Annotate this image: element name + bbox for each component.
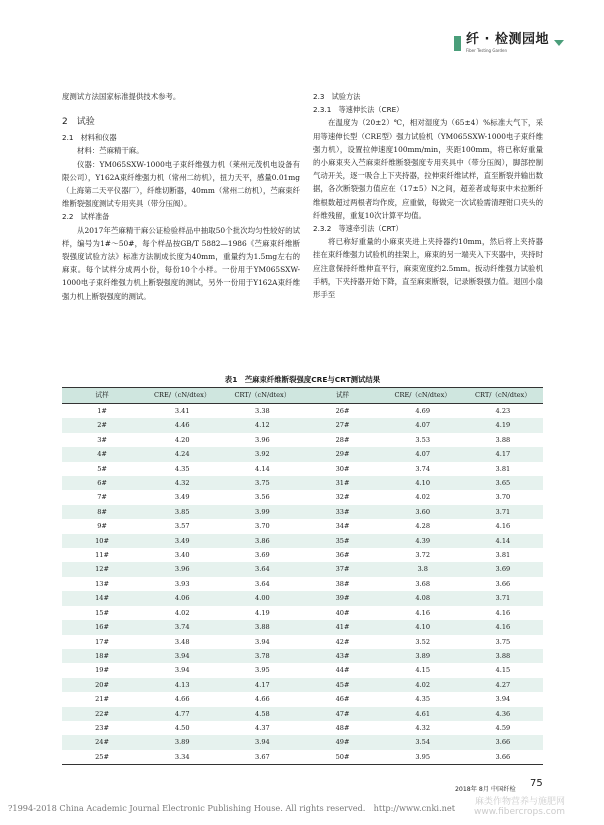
cell-cre: 3.94 <box>174 651 190 660</box>
cell-crt: 4.00 <box>255 594 270 603</box>
table-body <box>62 404 543 765</box>
table-row <box>62 678 543 692</box>
header-crt: CRT/（cN/dtex） <box>222 388 302 404</box>
cell-cre: 4.15 <box>415 666 431 675</box>
cell-cre: 3.95 <box>383 750 463 765</box>
cell-crt: 3.56 <box>255 493 270 502</box>
cell-cre: 3.48 <box>174 637 190 646</box>
cell-crt: 3.95 <box>255 666 270 675</box>
cell-crt: 4.17 <box>255 680 270 689</box>
cell-sample: 50# <box>302 750 382 765</box>
cell-cre: 4.06 <box>174 594 190 603</box>
cre-method-paragraph: 在温度为（20±2）℃，相对湿度为（65±4）%标准大气下，采用等速伸长型（CRE型）强力试验机（YM065SXW-1000电子束纤维强力机），设置拉伸速度100mm/min，夹距100mm，将已称好重量的小麻束夹入苎麻束纤维断裂强度专用夹具中（带分压阀），脚部控制气动开关，逐一吸合上下夹持器，拉伸束纤维试样，直至断裂并输出数据，各次断裂强力值应在（17±5）N之间，超差者或每束中未拉断纤维根数超过两根者均作废，应重做，每做完一次试验需清理钳口夹头的纤维残留，重复10次计算平均值。 <box>313 118 543 220</box>
header-bar-icon <box>454 36 461 51</box>
cell-cre: 4.39 <box>415 536 431 545</box>
cell-cre: 3.89 <box>415 651 431 660</box>
cell-crt: 3.75 <box>495 637 511 646</box>
cell-sample: 38# <box>335 579 350 588</box>
cell-cre: 4.10 <box>415 623 431 632</box>
results-table <box>62 387 543 765</box>
table-row <box>62 548 543 562</box>
table-row <box>62 750 543 765</box>
table-caption: 表1 苎麻束纤维断裂强度CRE与CRT测试结果 <box>224 375 381 384</box>
cell-crt: 4.36 <box>495 709 511 718</box>
material-paragraph: 材料：苎麻精干麻。 <box>77 146 144 156</box>
cell-crt: 3.81 <box>495 464 511 473</box>
cell-sample: 47# <box>335 709 350 718</box>
cell-sample: 20# <box>95 680 110 689</box>
cell-cre: 4.32 <box>415 723 431 732</box>
cell-crt: 3.94 <box>255 738 270 747</box>
table-row <box>62 663 543 677</box>
cell-sample: 11# <box>95 551 110 560</box>
header-sample: 试样 <box>302 388 382 404</box>
cell-sample: 21# <box>95 695 110 704</box>
cell-crt: 4.12 <box>255 421 270 430</box>
cell-crt: 3.65 <box>495 479 511 488</box>
cell-sample: 3# <box>97 435 107 444</box>
table-row <box>62 692 543 706</box>
header-sample: 试样 <box>62 388 142 404</box>
cell-crt: 3.99 <box>255 507 270 516</box>
cell-crt: 4.16 <box>495 608 511 617</box>
section-heading-2: 2 试验 <box>62 117 95 128</box>
cell-sample: 29# <box>335 450 350 459</box>
cell-crt: 4.16 <box>495 623 511 632</box>
cell-crt: 3.86 <box>255 536 270 545</box>
cell-sample: 4# <box>97 450 107 459</box>
cell-crt: 4.14 <box>495 536 511 545</box>
cell-cre: 4.32 <box>174 479 190 488</box>
cell-cre: 3.85 <box>174 507 190 516</box>
right-column <box>313 90 543 301</box>
cell-crt: 3.64 <box>255 579 270 588</box>
header-cre: CRE/（cN/dtex） <box>142 388 222 404</box>
cell-cre: 3.60 <box>415 507 431 516</box>
cell-cre: 3.74 <box>174 623 190 632</box>
cell-crt: 3.69 <box>495 565 511 574</box>
subsection-2-3-1: 2.3.1 等速伸长法（CRE） <box>313 105 404 115</box>
cell-sample: 25# <box>62 750 142 765</box>
cell-cre: 3.68 <box>415 579 431 588</box>
table-row <box>62 418 543 432</box>
cell-cre: 3.49 <box>174 536 190 545</box>
cell-sample: 27# <box>335 421 350 430</box>
table-row <box>62 476 543 490</box>
cell-cre: 3.52 <box>415 637 431 646</box>
cell-cre: 4.02 <box>415 493 431 502</box>
cell-cre: 3.74 <box>415 464 431 473</box>
cell-crt: 4.59 <box>495 723 511 732</box>
cell-cre: 4.08 <box>415 594 431 603</box>
header-triangle-icon <box>554 40 564 46</box>
cell-cre: 3.34 <box>142 750 222 765</box>
cell-cre: 3.94 <box>174 666 190 675</box>
table-row <box>62 735 543 749</box>
header-text <box>466 32 549 54</box>
cell-sample: 6# <box>97 479 107 488</box>
subsection-2-2: 2.2 试样准备 <box>62 212 110 222</box>
subsection-2-3-2: 2.3.2 等速牵引法（CRT） <box>313 224 403 234</box>
watermark-line-1: 麻类作物营养与施肥网 <box>474 797 565 807</box>
table-row <box>62 447 543 461</box>
cell-sample: 40# <box>335 608 350 617</box>
cell-crt: 4.15 <box>495 666 511 675</box>
cell-crt: 3.88 <box>255 623 270 632</box>
cell-sample: 31# <box>335 479 350 488</box>
table-row <box>62 505 543 519</box>
cell-cre: 3.54 <box>415 738 431 747</box>
cell-sample: 48# <box>335 723 350 732</box>
cell-crt: 4.19 <box>255 608 270 617</box>
copyright-notice: ?1994-2018 China Academic Journal Electronic Publishing House. All rights reserved. http://www.cnki.net <box>8 803 456 813</box>
cell-cre: 3.49 <box>174 493 190 502</box>
table-row <box>62 433 543 447</box>
watermark-line-2: www.fibercrops.com <box>474 807 565 817</box>
cell-sample: 9# <box>97 522 107 531</box>
watermark <box>474 797 565 817</box>
table-row <box>62 462 543 476</box>
cell-cre: 3.40 <box>174 551 190 560</box>
cell-cre: 3.96 <box>174 565 190 574</box>
cell-sample: 26# <box>335 407 350 415</box>
cell-crt: 3.71 <box>495 594 511 603</box>
cell-sample: 22# <box>95 709 110 718</box>
cell-cre: 3.41 <box>174 407 190 415</box>
crt-method-paragraph: 将已称好重量的小麻束夹进上夹持器约10mm，然后将上夹持器挂在束纤维强力试验机的挂架上，麻束的另一端夹入下夹器中，夹持时应注意保持纤维伸直平行，麻束宽度约2.5mm。扳动纤维强力试验机手柄，下夹持器开始下降，直至麻束断裂，记录断裂强力值。退回小扇形手至 <box>313 237 543 300</box>
instrument-paragraph: 仪器：YM065SXW-1000电子束纤维强力机（莱州元茂机电设备有限公司），Y162A束纤维强力机（常州二纺机），扭力天平，感量0.01mg（上海第二天平仪器厂），纤维切断器，40mm（常州二纺机），苎麻束纤维断裂强度测试专用夹具（带分压阀）。 <box>62 159 300 209</box>
subsection-2-3: 2.3 试验方法 <box>313 92 361 101</box>
table-row <box>62 707 543 721</box>
cell-cre: 4.10 <box>415 479 431 488</box>
cell-cre: 4.46 <box>174 421 190 430</box>
cell-sample: 28# <box>335 435 350 444</box>
issue-info: 2018年 8月 中国纤检 <box>455 786 516 793</box>
cell-crt: 4.19 <box>495 421 511 430</box>
cell-crt: 4.66 <box>255 695 270 704</box>
table-row <box>62 519 543 533</box>
cell-sample: 7# <box>97 493 107 502</box>
cell-cre: 4.28 <box>415 522 431 531</box>
results-table-container <box>62 387 543 765</box>
cell-sample: 17# <box>95 637 110 646</box>
cell-crt: 4.16 <box>495 522 511 531</box>
table-row <box>62 577 543 591</box>
left-column <box>62 90 300 303</box>
cell-cre: 4.07 <box>415 421 431 430</box>
cell-crt: 3.70 <box>495 493 511 502</box>
cell-crt: 3.67 <box>222 750 302 765</box>
cell-sample: 16# <box>95 623 110 632</box>
cell-sample: 15# <box>95 608 110 617</box>
cell-sample: 19# <box>95 666 110 675</box>
cell-cre: 4.02 <box>174 608 190 617</box>
cell-sample: 10# <box>95 536 110 545</box>
table-row <box>62 534 543 548</box>
column-header-logo <box>454 32 564 60</box>
cell-crt: 3.88 <box>495 435 511 444</box>
header-subtitle: Fiber Testing Garden <box>466 48 508 53</box>
cell-sample: 14# <box>95 594 110 603</box>
cell-crt: 3.71 <box>495 507 511 516</box>
cell-sample: 18# <box>95 651 110 660</box>
cell-crt: 3.94 <box>495 695 511 704</box>
cell-crt: 3.66 <box>463 750 543 765</box>
cell-crt: 3.96 <box>255 435 270 444</box>
cell-cre: 4.69 <box>415 407 431 415</box>
cell-cre: 3.8 <box>417 565 428 574</box>
cell-sample: 37# <box>335 565 350 574</box>
cell-cre: 4.77 <box>174 709 190 718</box>
cell-sample: 2# <box>97 421 107 430</box>
cell-sample: 41# <box>335 623 350 632</box>
table-row <box>62 404 543 419</box>
cell-crt: 4.14 <box>255 464 270 473</box>
cell-cre: 4.66 <box>174 695 190 704</box>
intro-text: 度测试方法国家标准提供技术参考。 <box>62 92 181 101</box>
cell-crt: 3.69 <box>255 551 270 560</box>
table-row <box>62 562 543 576</box>
cell-sample: 43# <box>335 651 350 660</box>
cell-sample: 46# <box>335 695 350 704</box>
cell-sample: 42# <box>335 637 350 646</box>
table-header-row <box>62 388 543 404</box>
cell-sample: 12# <box>95 565 110 574</box>
cell-sample: 45# <box>335 680 350 689</box>
table-row <box>62 490 543 504</box>
cell-crt: 3.81 <box>495 551 511 560</box>
cell-crt: 3.38 <box>255 407 270 415</box>
cell-cre: 3.53 <box>415 435 431 444</box>
header-cre: CRE/（cN/dtex） <box>383 388 463 404</box>
cell-cre: 4.16 <box>415 608 431 617</box>
cell-crt: 4.37 <box>255 723 270 732</box>
cell-cre: 4.07 <box>415 450 431 459</box>
cell-cre: 4.35 <box>415 695 431 704</box>
header-crt: CRT/（cN/dtex） <box>463 388 543 404</box>
cell-crt: 4.23 <box>495 407 511 415</box>
cell-crt: 3.94 <box>255 637 270 646</box>
table-row <box>62 721 543 735</box>
cell-cre: 4.20 <box>174 435 190 444</box>
table-row <box>62 591 543 605</box>
subsection-2-1: 2.1 材料和仪器 <box>62 133 117 143</box>
cell-crt: 3.88 <box>495 651 511 660</box>
cell-cre: 4.61 <box>415 709 431 718</box>
cell-sample: 39# <box>335 594 350 603</box>
table-row <box>62 606 543 620</box>
cell-crt: 4.17 <box>495 450 511 459</box>
cell-crt: 3.70 <box>255 522 270 531</box>
cell-cre: 4.02 <box>415 680 431 689</box>
cell-sample: 36# <box>335 551 350 560</box>
cell-cre: 4.13 <box>174 680 190 689</box>
table-row <box>62 620 543 634</box>
cell-sample: 44# <box>335 666 350 675</box>
cell-crt: 4.58 <box>255 709 270 718</box>
cell-sample: 5# <box>97 464 107 473</box>
cell-crt: 3.66 <box>495 738 511 747</box>
cell-cre: 3.93 <box>174 579 190 588</box>
cell-crt: 3.75 <box>255 479 270 488</box>
cell-crt: 3.92 <box>255 450 270 459</box>
header-title: 纤 · 检测园地 <box>466 32 549 47</box>
cell-sample: 13# <box>95 579 110 588</box>
cell-sample: 8# <box>97 507 107 516</box>
cell-sample: 35# <box>335 536 350 545</box>
cell-cre: 4.24 <box>174 450 190 459</box>
cell-cre: 3.89 <box>174 738 190 747</box>
cell-cre: 4.35 <box>174 464 190 473</box>
cell-cre: 3.57 <box>174 522 190 531</box>
sample-prep-paragraph: 从2017年苎麻精干麻公证检验样品中抽取50个批次均匀性较好的试样，编号为1#～50#，每个样品按GB/T 5882—1986《苎麻束纤维断裂强度试验方法》标准方法制成长度为40mm，重量约为1.5mg左右的麻束。每个试样分成两小份，每份10个小样。一份用于YM065SXW-1000电子束纤维强力机上断裂强度的测试，另外一份用于Y162A束纤维强力机上断裂强度的测试。 <box>62 225 300 301</box>
cell-crt: 3.78 <box>255 651 270 660</box>
cell-sample: 49# <box>335 738 350 747</box>
cell-crt: 3.64 <box>255 565 270 574</box>
cell-sample: 34# <box>335 522 350 531</box>
table-row <box>62 649 543 663</box>
cell-sample: 32# <box>335 493 350 502</box>
cell-sample: 23# <box>95 723 110 732</box>
page-number: 75 <box>530 778 543 789</box>
cell-cre: 3.72 <box>415 551 431 560</box>
cell-sample: 24# <box>95 738 110 747</box>
cell-crt: 4.27 <box>495 680 511 689</box>
cell-cre: 4.50 <box>174 723 190 732</box>
table-row <box>62 635 543 649</box>
cell-sample: 1# <box>97 407 107 415</box>
cell-sample: 30# <box>335 464 350 473</box>
cell-sample: 33# <box>335 507 350 516</box>
cell-crt: 3.66 <box>495 579 511 588</box>
